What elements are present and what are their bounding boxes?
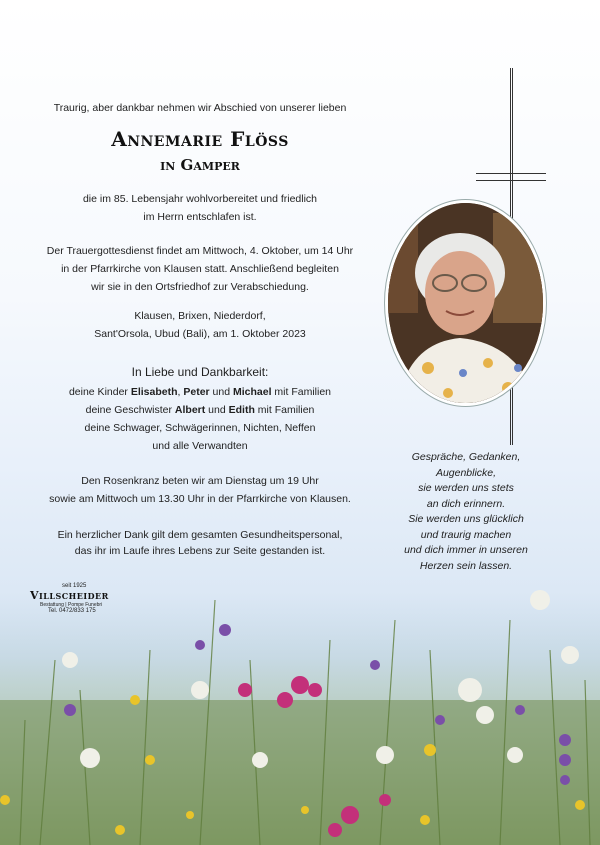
poem-line: und traurig machen (420, 528, 512, 541)
cross-horizontal-bar (476, 173, 546, 181)
funeral-home-since: seit 1925 (62, 583, 87, 589)
family-text: deine Geschwister (85, 404, 175, 416)
maiden-name: in Gamper (160, 156, 240, 174)
passing-line: im Herrn entschlafen ist. (143, 211, 257, 223)
family-name: Elisabeth (130, 386, 178, 398)
service-paragraph (0, 242, 400, 296)
poem-line: an dich erinnern. (426, 497, 506, 510)
family-text: mit Familien (254, 404, 315, 416)
family-text: und (205, 404, 229, 416)
place-date-paragraph (0, 307, 400, 343)
date-line: Sant'Orsola, Ubud (Bali), am 1. Oktober 2023 (94, 328, 306, 340)
family-text: deine Kinder (68, 386, 131, 398)
family-children-line (0, 383, 400, 401)
poem-line: Sie werden uns glücklich (408, 513, 524, 525)
service-line: wir sie in den Ortsfriedhof zur Verabschiedung. (91, 281, 309, 293)
funeral-home-logo (30, 583, 130, 614)
passing-paragraph (0, 190, 400, 226)
poem-line: Augenblicke, (435, 466, 497, 479)
poem-line: Herzen sein lassen. (419, 559, 513, 572)
gratitude-line: Ein herzlicher Dank gilt dem gesamten Gesundheitspersonal, (57, 529, 343, 541)
family-siblings-line (0, 401, 400, 419)
deceased-name: Annemarie Flöss (111, 127, 289, 151)
poem (396, 450, 536, 574)
intro-text: Traurig, aber dankbar nehmen wir Abschied von unserer lieben (53, 102, 347, 114)
family-relatives-line: und alle Verwandten (152, 440, 248, 452)
family-name: Albert (174, 404, 206, 416)
family-name: Peter (183, 386, 210, 398)
portrait-image (388, 203, 543, 403)
funeral-home-name: Villscheider (30, 589, 109, 602)
poem-line: und dich immer in unseren (404, 544, 528, 556)
gratitude-paragraph (0, 527, 400, 559)
rosary-line: sowie am Mittwoch um 13.30 Uhr in der Pfarrkirche von Klausen. (49, 493, 351, 505)
funeral-home-subtitle: Bestattung | Pompe Funebri (40, 602, 103, 608)
poem-line: Gespräche, Gedanken, (411, 451, 521, 463)
poem-line: sie werden uns stets (418, 482, 514, 494)
family-text: mit Familien (271, 386, 332, 398)
family-text: und (209, 386, 233, 398)
service-line: in der Pfarrkirche von Klausen statt. Anschließend begleiten (61, 263, 339, 275)
family-name: Michael (233, 386, 272, 398)
rosary-paragraph (0, 472, 400, 508)
portrait-photo (385, 200, 546, 406)
gratitude-line: das ihr im Laufe ihres Lebens zur Seite gestanden ist. (74, 545, 326, 557)
family-name: Edith (228, 404, 255, 416)
family-text: , (177, 386, 184, 398)
family-inlaws-line: deine Schwager, Schwägerinnen, Nichten, Neffen (84, 422, 316, 434)
place-line: Klausen, Brixen, Niederdorf, (134, 310, 266, 322)
rosary-line: Den Rosenkranz beten wir am Dienstag um 19 Uhr (81, 475, 319, 487)
funeral-home-phone: Tel. 0472/833 175 (48, 608, 96, 614)
thanks-heading: In Liebe und Dankbarkeit: (131, 365, 269, 379)
family-list (0, 383, 400, 455)
service-line: Der Trauergottesdienst findet am Mittwoch, 4. Oktober, um 14 Uhr (46, 245, 354, 257)
passing-line: die im 85. Lebensjahr wohlvorbereitet und friedlich (82, 193, 318, 205)
